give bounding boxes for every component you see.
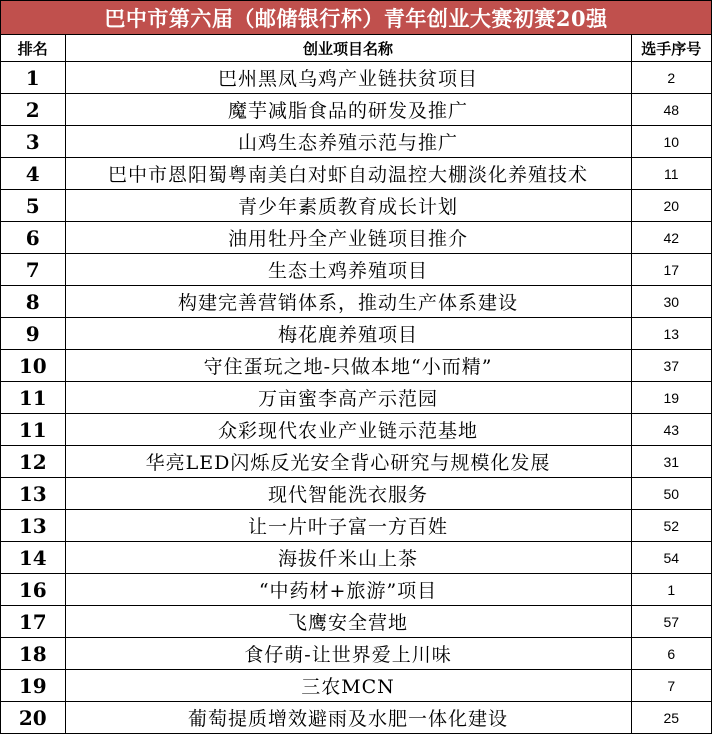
- project-name-cell: 万亩蜜李高产示范园: [65, 382, 631, 414]
- project-name-cell: 青少年素质教育成长计划: [65, 190, 631, 222]
- table-row: [1, 62, 711, 94]
- project-name-cell: 现代智能洗衣服务: [65, 478, 631, 510]
- table-row: [1, 670, 711, 702]
- table-row: [1, 318, 711, 350]
- table-row: [1, 222, 711, 254]
- project-name-cell: 梅花鹿养殖项目: [65, 318, 631, 350]
- project-name-cell: 华亮LED闪烁反光安全背心研究与规模化发展: [65, 446, 631, 478]
- project-name-cell: 食仔萌-让世界爱上川味: [65, 638, 631, 670]
- contestant-number-cell: 6: [631, 638, 711, 670]
- contestant-number-cell: 37: [631, 350, 711, 382]
- contestant-number-cell: 54: [631, 542, 711, 574]
- rank-cell: 9: [1, 318, 65, 350]
- contestant-number-cell: 19: [631, 382, 711, 414]
- rank-cell: 5: [1, 190, 65, 222]
- rank-cell: 1: [1, 62, 65, 94]
- table-row: [1, 542, 711, 574]
- contestant-number-cell: 17: [631, 254, 711, 286]
- table-row: [1, 350, 711, 382]
- contestant-number-cell: 2: [631, 62, 711, 94]
- project-name-cell: “中药材+旅游”项目: [65, 574, 631, 606]
- rank-cell: 10: [1, 350, 65, 382]
- contestant-number-cell: 1: [631, 574, 711, 606]
- rank-cell: 13: [1, 510, 65, 542]
- project-name-cell: 魔芋减脂食品的研发及推广: [65, 94, 631, 126]
- contestant-number-cell: 31: [631, 446, 711, 478]
- project-name-cell: 山鸡生态养殖示范与推广: [65, 126, 631, 158]
- contestant-number-cell: 10: [631, 126, 711, 158]
- project-name-cell: 巴中市恩阳蜀粤南美白对虾自动温控大棚淡化养殖技术: [65, 158, 631, 190]
- rank-cell: 11: [1, 414, 65, 446]
- header-project: 创业项目名称: [65, 35, 631, 62]
- table-row: [1, 190, 711, 222]
- rank-cell: 14: [1, 542, 65, 574]
- rank-cell: 2: [1, 94, 65, 126]
- contestant-number-cell: 50: [631, 478, 711, 510]
- project-name-cell: 巴州黑凤乌鸡产业链扶贫项目: [65, 62, 631, 94]
- project-name-cell: 海拔仟米山上茶: [65, 542, 631, 574]
- table-row: [1, 702, 711, 734]
- header-row: [1, 35, 711, 62]
- contestant-number-cell: 52: [631, 510, 711, 542]
- rank-cell: 13: [1, 478, 65, 510]
- contestant-number-cell: 7: [631, 670, 711, 702]
- contestant-number-cell: 11: [631, 158, 711, 190]
- project-name-cell: 葡萄提质增效避雨及水肥一体化建设: [65, 702, 631, 734]
- rank-cell: 3: [1, 126, 65, 158]
- rank-cell: 11: [1, 382, 65, 414]
- rank-cell: 12: [1, 446, 65, 478]
- project-name-cell: 构建完善营销体系，推动生产体系建设: [65, 286, 631, 318]
- table-row: [1, 574, 711, 606]
- rank-cell: 17: [1, 606, 65, 638]
- rank-cell: 6: [1, 222, 65, 254]
- rank-cell: 4: [1, 158, 65, 190]
- header-number: 选手序号: [631, 35, 711, 62]
- rank-cell: 7: [1, 254, 65, 286]
- rank-cell: 18: [1, 638, 65, 670]
- contestant-number-cell: 42: [631, 222, 711, 254]
- table-row: [1, 94, 711, 126]
- project-name-cell: 让一片叶子富一方百姓: [65, 510, 631, 542]
- contestant-number-cell: 48: [631, 94, 711, 126]
- project-name-cell: 众彩现代农业产业链示范基地: [65, 414, 631, 446]
- table-row: [1, 382, 711, 414]
- project-name-cell: 三农MCN: [65, 670, 631, 702]
- contestant-number-cell: 20: [631, 190, 711, 222]
- table-row: [1, 510, 711, 542]
- rank-cell: 20: [1, 702, 65, 734]
- project-name-cell: 油用牡丹全产业链项目推介: [65, 222, 631, 254]
- contestant-number-cell: 43: [631, 414, 711, 446]
- table-row: [1, 286, 711, 318]
- rank-cell: 16: [1, 574, 65, 606]
- table-row: [1, 446, 711, 478]
- table-row: [1, 638, 711, 670]
- ranking-table: [1, 35, 711, 734]
- project-name-cell: 飞鹰安全营地: [65, 606, 631, 638]
- contestant-number-cell: 25: [631, 702, 711, 734]
- contestant-number-cell: 30: [631, 286, 711, 318]
- table-row: [1, 478, 711, 510]
- table-row: [1, 606, 711, 638]
- table-row: [1, 254, 711, 286]
- project-name-cell: 生态土鸡养殖项目: [65, 254, 631, 286]
- contestant-number-cell: 57: [631, 606, 711, 638]
- table-row: [1, 158, 711, 190]
- table-row: [1, 126, 711, 158]
- project-name-cell: 守住蛋玩之地-只做本地“小而精”: [65, 350, 631, 382]
- table-row: [1, 414, 711, 446]
- rank-cell: 19: [1, 670, 65, 702]
- header-rank: 排名: [1, 35, 65, 62]
- sheet-title: 巴中市第六届（邮储银行杯）青年创业大赛初赛20强: [1, 1, 711, 35]
- rank-cell: 8: [1, 286, 65, 318]
- contestant-number-cell: 13: [631, 318, 711, 350]
